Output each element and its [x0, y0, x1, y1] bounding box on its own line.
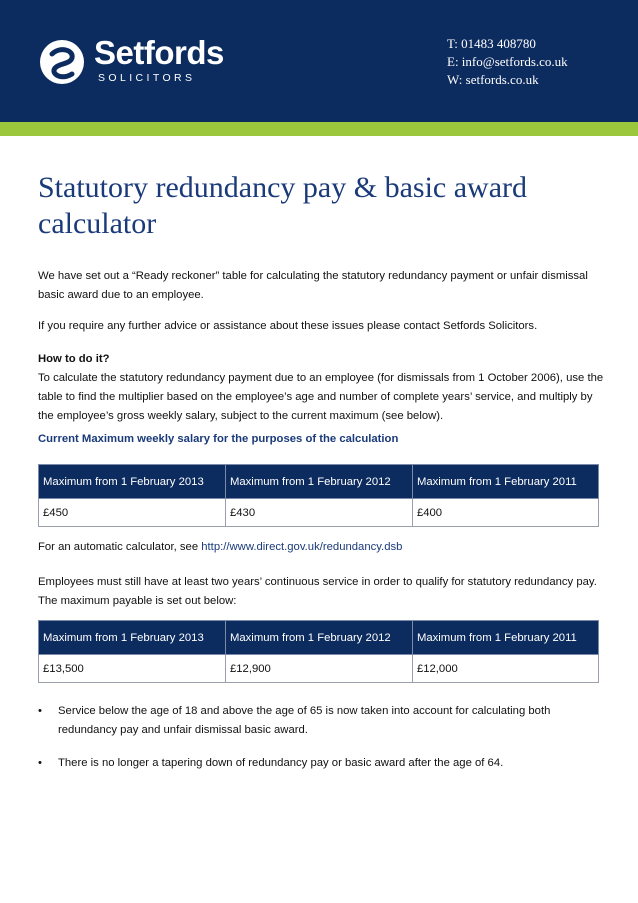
logo-mark-icon: [38, 38, 86, 86]
table-header-cell: Maximum from 1 February 2013: [39, 621, 226, 655]
bullet-icon: •: [38, 705, 42, 717]
how-to-text: To calculate the statutory redundancy payment due to an employee (for dismissals from 1 October 2006), use the table to find the multiplier based on the employee’s age and number of complete years’ service, and multiply by the employee’s gross weekly salary, subject to the current maximum (see below).: [38, 372, 604, 422]
page-title: Statutory redundancy pay & basic award calculator: [38, 171, 528, 240]
employees-paragraph: Employees must still have at least two years’ continuous service in order to qualify for statutory redundancy pay. The maximum payable is set out below:: [38, 576, 597, 607]
brand-subtitle: SOLICITORS: [98, 72, 196, 84]
contact-web[interactable]: W: setfords.co.uk: [447, 72, 539, 87]
table-header-row: [39, 621, 599, 655]
table-cell: £12,900: [225, 655, 412, 683]
contact-email[interactable]: E: info@setfords.co.uk: [447, 54, 568, 69]
table-header-cell: Maximum from 1 February 2012: [225, 621, 412, 655]
auto-calculator-text: For an automatic calculator, see: [38, 541, 202, 553]
table-cell: £13,500: [39, 655, 226, 683]
list-item: [38, 702, 598, 740]
current-max-heading-text: Current Maximum weekly salary for the purposes of the calculation: [38, 433, 399, 445]
intro-paragraph: We have set out a “Ready reckoner” table for calculating the statutory redundancy payment or unfair dismissal basic award due to an employee.: [38, 270, 588, 301]
table-header-cell: Maximum from 1 February 2013: [39, 465, 226, 499]
table-header-cell: Maximum from 1 February 2011: [412, 621, 598, 655]
table-row: [39, 655, 599, 683]
contact-block: [447, 35, 568, 89]
list-item: [38, 754, 598, 773]
header-band: [0, 0, 638, 122]
table-cell: £450: [39, 499, 226, 527]
weekly-max-table: [38, 464, 599, 527]
table-cell: £12,000: [412, 655, 598, 683]
bullet-icon: •: [38, 757, 42, 769]
contact-phone: T: 01483 408780: [447, 36, 536, 51]
notes-list: [38, 702, 598, 773]
accent-bar: [0, 122, 638, 136]
how-to-heading: How to do it?: [38, 353, 110, 365]
table-cell: £400: [412, 499, 598, 527]
table-header-cell: Maximum from 1 February 2011: [412, 465, 598, 499]
setfords-logo: [38, 36, 238, 86]
list-item-text: There is no longer a tapering down of redundancy pay or basic award after the age of 64.: [58, 757, 504, 769]
brand-name: Setfords: [94, 34, 224, 71]
contact-advice-paragraph: If you require any further advice or assistance about these issues please contact Setfords Solicitors.: [38, 320, 538, 332]
how-to-section: [38, 350, 608, 426]
table-header-cell: Maximum from 1 February 2012: [225, 465, 412, 499]
table-header-row: [39, 465, 599, 499]
current-max-heading: [38, 430, 608, 449]
table-cell: £430: [225, 499, 412, 527]
list-item-text: Service below the age of 18 and above the age of 65 is now taken into account for calculating both redundancy pay and unfair dismissal basic award.: [58, 705, 551, 736]
auto-calculator-link[interactable]: http://www.direct.gov.uk/redundancy.dsb: [201, 541, 403, 553]
table-row: [39, 499, 599, 527]
max-payable-table: [38, 620, 599, 683]
auto-calculator-paragraph: [38, 538, 608, 557]
